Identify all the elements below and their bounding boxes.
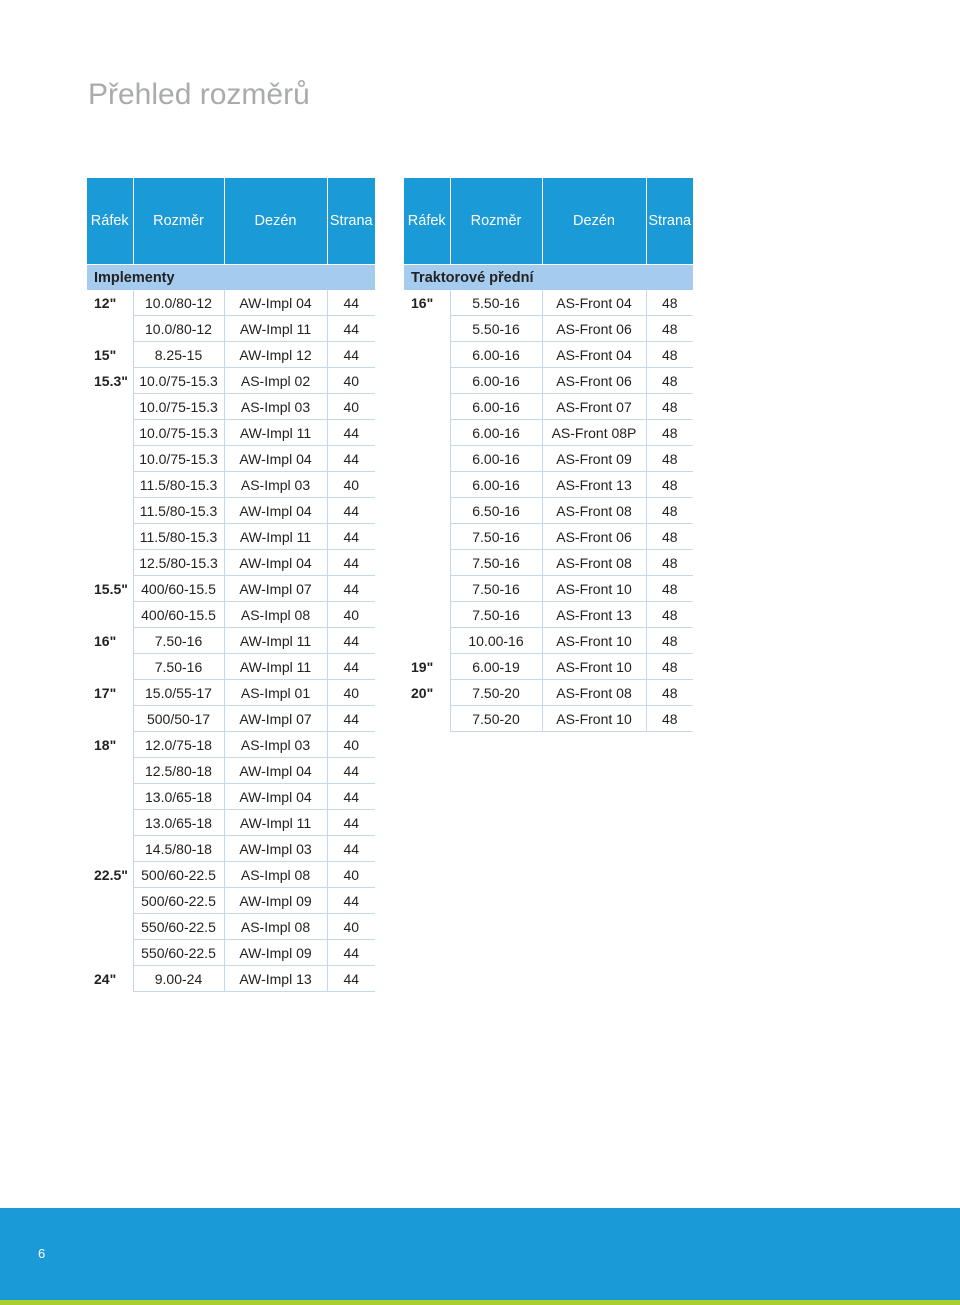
tread-cell: AS-Impl 01	[224, 680, 327, 706]
size-cell: 7.50-16	[450, 550, 542, 576]
table-row	[87, 524, 375, 550]
size-table-implements	[87, 178, 375, 992]
page-cell: 48	[646, 628, 693, 654]
table-row	[404, 446, 693, 472]
rim-cell: 15"	[94, 346, 117, 363]
page-cell: 44	[327, 420, 375, 446]
tread-cell: AS-Front 04	[542, 290, 646, 316]
size-cell: 7.50-16	[450, 576, 542, 602]
page-cell: 40	[327, 732, 375, 758]
page-number: 6	[38, 1246, 46, 1261]
size-cell: 13.0/65-18	[133, 784, 224, 810]
table-row	[87, 862, 375, 888]
table-row	[87, 940, 375, 966]
page-cell: 40	[327, 602, 375, 628]
page-cell: 44	[327, 940, 375, 966]
tread-cell: AS-Impl 03	[224, 394, 327, 420]
tread-cell: AS-Front 06	[542, 368, 646, 394]
size-cell: 12.0/75-18	[133, 732, 224, 758]
table-row	[404, 654, 693, 680]
page-cell: 44	[327, 498, 375, 524]
rim-cell	[87, 550, 133, 576]
page-cell: 40	[327, 680, 375, 706]
rim-cell	[404, 316, 450, 342]
tread-cell: AS-Front 06	[542, 316, 646, 342]
page-cell: 48	[646, 394, 693, 420]
rim-cell	[404, 550, 450, 576]
tread-cell: AW-Impl 11	[224, 654, 327, 680]
size-cell: 550/60-22.5	[133, 914, 224, 940]
table-row	[87, 706, 375, 732]
footer-accent-stripe	[0, 1300, 960, 1305]
size-cell: 10.0/80-12	[133, 290, 224, 316]
page-cell: 44	[327, 550, 375, 576]
tread-cell: AS-Front 13	[542, 602, 646, 628]
size-cell: 400/60-15.5	[133, 602, 224, 628]
rim-cell: 17"	[94, 684, 117, 701]
size-cell: 500/50-17	[133, 706, 224, 732]
header-size: Rozměr	[450, 178, 542, 264]
rim-cell: 20"	[411, 684, 434, 701]
tread-cell: AS-Impl 08	[224, 914, 327, 940]
page-cell: 44	[327, 446, 375, 472]
size-cell: 12.5/80-15.3	[133, 550, 224, 576]
section-row	[404, 265, 693, 290]
table-header-row	[404, 178, 693, 264]
size-cell: 7.50-20	[450, 680, 542, 706]
rim-cell	[404, 498, 450, 524]
table-row	[87, 576, 375, 602]
rim-cell: 16"	[94, 632, 117, 649]
table-row	[404, 706, 693, 732]
table-row	[87, 550, 375, 576]
size-cell: 11.5/80-15.3	[133, 498, 224, 524]
header-tread: Dezén	[542, 178, 646, 264]
page-cell: 48	[646, 524, 693, 550]
size-cell: 6.00-16	[450, 420, 542, 446]
tread-cell: AS-Impl 03	[224, 472, 327, 498]
tread-cell: AS-Front 10	[542, 706, 646, 732]
page-cell: 48	[646, 680, 693, 706]
page-cell: 44	[327, 784, 375, 810]
size-cell: 6.00-16	[450, 342, 542, 368]
rim-cell	[87, 706, 133, 732]
table-row	[87, 836, 375, 862]
size-cell: 13.0/65-18	[133, 810, 224, 836]
tread-cell: AS-Impl 08	[224, 862, 327, 888]
header-page: Strana	[646, 178, 693, 264]
rim-cell	[404, 394, 450, 420]
tread-cell: AS-Front 08	[542, 498, 646, 524]
rim-cell	[87, 836, 133, 862]
table-header-row	[87, 178, 375, 264]
tread-cell: AW-Impl 04	[224, 550, 327, 576]
size-cell: 11.5/80-15.3	[133, 472, 224, 498]
tread-cell: AW-Impl 11	[224, 810, 327, 836]
rim-cell	[87, 524, 133, 550]
tread-cell: AW-Impl 04	[224, 446, 327, 472]
header-rim: Ráfek	[404, 178, 450, 264]
tread-cell: AW-Impl 12	[224, 342, 327, 368]
rim-cell: 15.5"	[94, 580, 128, 597]
table-row	[87, 498, 375, 524]
header-page: Strana	[327, 178, 375, 264]
tread-cell: AS-Impl 02	[224, 368, 327, 394]
page-cell: 40	[327, 472, 375, 498]
page-cell: 48	[646, 550, 693, 576]
tread-cell: AS-Front 10	[542, 654, 646, 680]
tread-cell: AS-Front 08	[542, 550, 646, 576]
tread-cell: AW-Impl 11	[224, 420, 327, 446]
table-row	[404, 628, 693, 654]
rim-cell	[87, 940, 133, 966]
page-cell: 44	[327, 524, 375, 550]
rim-cell	[87, 810, 133, 836]
table-row	[87, 394, 375, 420]
rim-cell	[404, 368, 450, 394]
tread-cell: AW-Impl 07	[224, 576, 327, 602]
page-cell: 44	[327, 628, 375, 654]
table-row	[87, 680, 375, 706]
tread-cell: AS-Impl 08	[224, 602, 327, 628]
table-row	[87, 914, 375, 940]
rim-cell	[404, 472, 450, 498]
section-title: Implementy	[87, 265, 375, 290]
tread-cell: AW-Impl 09	[224, 940, 327, 966]
tread-cell: AW-Impl 04	[224, 290, 327, 316]
section-row	[87, 265, 375, 290]
table-row	[404, 602, 693, 628]
size-cell: 500/60-22.5	[133, 888, 224, 914]
table-row	[404, 524, 693, 550]
page-cell: 44	[327, 290, 375, 316]
size-cell: 10.0/75-15.3	[133, 420, 224, 446]
size-cell: 14.5/80-18	[133, 836, 224, 862]
size-cell: 12.5/80-18	[133, 758, 224, 784]
page-cell: 44	[327, 836, 375, 862]
rim-cell: 22.5"	[94, 866, 128, 883]
rim-cell	[87, 394, 133, 420]
size-cell: 10.0/75-15.3	[133, 368, 224, 394]
size-cell: 7.50-16	[450, 524, 542, 550]
page-cell: 44	[327, 342, 375, 368]
tread-cell: AS-Front 10	[542, 576, 646, 602]
size-cell: 10.0/80-12	[133, 316, 224, 342]
table-row	[87, 654, 375, 680]
size-cell: 6.00-16	[450, 446, 542, 472]
table-row	[87, 888, 375, 914]
size-cell: 15.0/55-17	[133, 680, 224, 706]
rim-cell	[404, 706, 450, 732]
table-row	[87, 758, 375, 784]
page-cell: 48	[646, 706, 693, 732]
page-cell: 48	[646, 368, 693, 394]
table-row	[87, 316, 375, 342]
size-cell: 7.50-20	[450, 706, 542, 732]
page-cell: 48	[646, 420, 693, 446]
rim-cell	[404, 446, 450, 472]
header-size: Rozměr	[133, 178, 224, 264]
rim-cell	[87, 888, 133, 914]
tread-cell: AS-Front 08	[542, 680, 646, 706]
page-cell: 48	[646, 342, 693, 368]
table-row	[404, 680, 693, 706]
table-row	[404, 368, 693, 394]
rim-cell	[87, 914, 133, 940]
size-cell: 6.50-16	[450, 498, 542, 524]
tread-cell: AS-Impl 03	[224, 732, 327, 758]
header-tread: Dezén	[224, 178, 327, 264]
rim-cell	[87, 784, 133, 810]
size-cell: 7.50-16	[450, 602, 542, 628]
size-cell: 550/60-22.5	[133, 940, 224, 966]
size-cell: 5.50-16	[450, 316, 542, 342]
page-cell: 48	[646, 472, 693, 498]
size-cell: 400/60-15.5	[133, 576, 224, 602]
rim-cell	[404, 576, 450, 602]
table-row	[404, 290, 693, 316]
page-cell: 48	[646, 498, 693, 524]
size-cell: 8.25-15	[133, 342, 224, 368]
page-cell: 44	[327, 654, 375, 680]
tread-cell: AW-Impl 04	[224, 498, 327, 524]
table-row	[87, 602, 375, 628]
tread-cell: AS-Front 08P	[542, 420, 646, 446]
page-cell: 40	[327, 368, 375, 394]
table-row	[404, 472, 693, 498]
tread-cell: AW-Impl 07	[224, 706, 327, 732]
page-cell: 40	[327, 394, 375, 420]
page-cell: 48	[646, 316, 693, 342]
size-cell: 5.50-16	[450, 290, 542, 316]
rim-cell: 12"	[94, 294, 117, 311]
page-title: Přehled rozměrů	[88, 78, 310, 111]
page-cell: 44	[327, 758, 375, 784]
rim-cell	[404, 628, 450, 654]
rim-cell	[87, 420, 133, 446]
tread-cell: AW-Impl 03	[224, 836, 327, 862]
rim-cell	[87, 472, 133, 498]
page-cell: 48	[646, 290, 693, 316]
size-cell: 7.50-16	[133, 654, 224, 680]
rim-cell: 19"	[411, 658, 434, 675]
page-cell: 44	[327, 888, 375, 914]
table-row	[404, 342, 693, 368]
tread-cell: AW-Impl 13	[224, 966, 327, 992]
rim-cell	[87, 654, 133, 680]
tread-cell: AW-Impl 11	[224, 628, 327, 654]
table-row	[87, 628, 375, 654]
rim-cell: 15.3"	[94, 372, 128, 389]
size-cell: 500/60-22.5	[133, 862, 224, 888]
tread-cell: AW-Impl 11	[224, 524, 327, 550]
table-row	[87, 342, 375, 368]
tread-cell: AS-Front 04	[542, 342, 646, 368]
size-cell: 10.0/75-15.3	[133, 446, 224, 472]
table-row	[404, 550, 693, 576]
size-cell: 9.00-24	[133, 966, 224, 992]
table-row	[87, 446, 375, 472]
rim-cell	[404, 420, 450, 446]
table-row	[87, 472, 375, 498]
page-cell: 44	[327, 810, 375, 836]
rim-cell	[87, 316, 133, 342]
size-table-tractor-front	[404, 178, 693, 732]
page-cell: 48	[646, 446, 693, 472]
table-row	[404, 394, 693, 420]
page-cell: 48	[646, 576, 693, 602]
rim-cell: 24"	[94, 970, 117, 987]
size-cell: 10.00-16	[450, 628, 542, 654]
tread-cell: AW-Impl 04	[224, 758, 327, 784]
tread-cell: AW-Impl 04	[224, 784, 327, 810]
table-row	[87, 784, 375, 810]
size-cell: 6.00-16	[450, 472, 542, 498]
header-rim: Ráfek	[87, 178, 133, 264]
tread-cell: AS-Front 07	[542, 394, 646, 420]
footer-band	[0, 1208, 960, 1300]
size-cell: 11.5/80-15.3	[133, 524, 224, 550]
table-row	[404, 420, 693, 446]
size-cell: 7.50-16	[133, 628, 224, 654]
tread-cell: AS-Front 09	[542, 446, 646, 472]
tread-cell: AW-Impl 09	[224, 888, 327, 914]
rim-cell: 18"	[94, 736, 117, 753]
page-cell: 44	[327, 576, 375, 602]
page-cell: 48	[646, 602, 693, 628]
rim-cell	[87, 498, 133, 524]
table-row	[87, 368, 375, 394]
page-cell: 44	[327, 316, 375, 342]
tread-cell: AS-Front 10	[542, 628, 646, 654]
table-row	[87, 290, 375, 316]
rim-cell	[404, 342, 450, 368]
page-cell: 40	[327, 862, 375, 888]
table-row	[404, 498, 693, 524]
page-cell: 40	[327, 914, 375, 940]
table-row	[87, 420, 375, 446]
rim-cell	[404, 602, 450, 628]
tread-cell: AS-Front 06	[542, 524, 646, 550]
rim-cell	[87, 758, 133, 784]
size-cell: 6.00-16	[450, 368, 542, 394]
page-cell: 44	[327, 706, 375, 732]
size-cell: 10.0/75-15.3	[133, 394, 224, 420]
table-row	[87, 966, 375, 992]
page-cell: 48	[646, 654, 693, 680]
section-title: Traktorové přední	[404, 265, 693, 290]
size-cell: 6.00-16	[450, 394, 542, 420]
tread-cell: AW-Impl 11	[224, 316, 327, 342]
rim-cell	[87, 602, 133, 628]
page-cell: 44	[327, 966, 375, 992]
table-row	[87, 732, 375, 758]
table-row	[404, 576, 693, 602]
rim-cell	[404, 524, 450, 550]
tread-cell: AS-Front 13	[542, 472, 646, 498]
size-cell: 6.00-19	[450, 654, 542, 680]
table-row	[87, 810, 375, 836]
rim-cell	[87, 446, 133, 472]
rim-cell: 16"	[411, 294, 434, 311]
table-row	[404, 316, 693, 342]
